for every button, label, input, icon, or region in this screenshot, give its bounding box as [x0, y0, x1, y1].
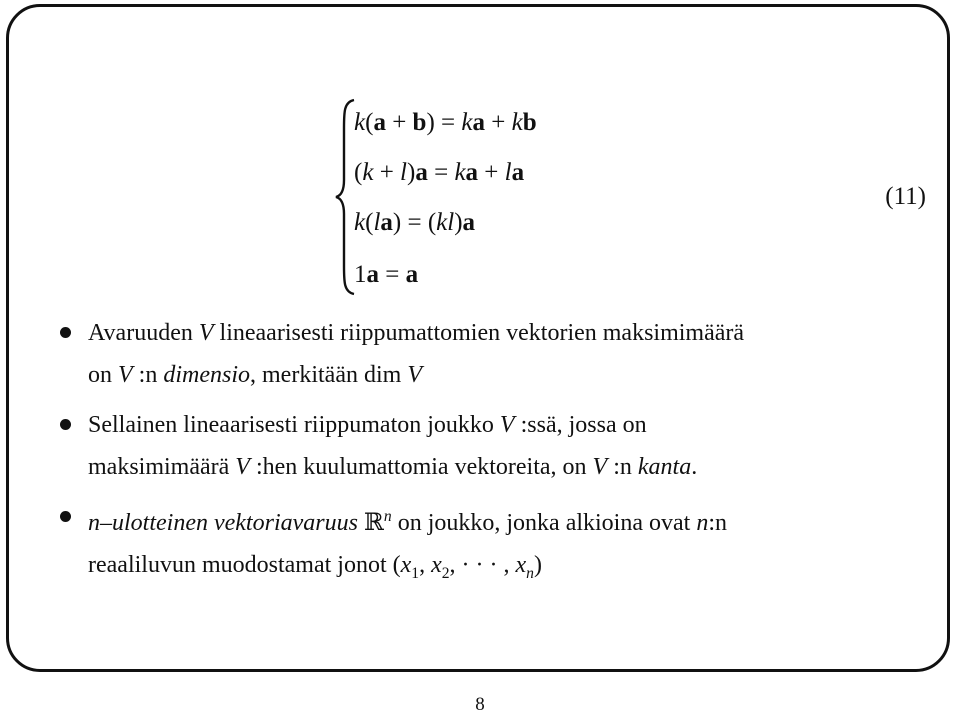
bullet-dot-icon	[60, 511, 71, 522]
bullet-item	[58, 312, 918, 396]
equation-line-2: (k + l)a = ka + la	[354, 159, 525, 186]
bullet-item	[58, 496, 918, 595]
bullet-list	[58, 312, 918, 595]
bullet-text-line: n–ulotteinen vektoriavaruus ℝ$^n$ on joukko, jonka alkioina ovat n:n	[88, 508, 727, 536]
bullet-dot-icon	[60, 327, 71, 338]
bullet-item	[58, 404, 918, 488]
page-number: 8	[475, 694, 485, 715]
bullet-text-line: Sellainen lineaarisesti riippumaton joukko V :ssä, jossa on	[88, 412, 647, 438]
equation-number: (11)	[885, 183, 926, 210]
bullet-text-line: reaaliluvun muodostamat jonot ($x_1$, $x_2$, · · · , $x_n$)	[88, 552, 542, 582]
bullet-dot-icon	[60, 419, 71, 430]
bullet-text-line: on V :n dimensio, merkitään dim V	[88, 362, 422, 388]
bullet-text-line: Avaruuden V lineaarisesti riippumattomien vektorien maksimimäärä	[88, 320, 745, 346]
equation-system	[334, 98, 634, 296]
equation-line-3: k(la) = (kl)a	[354, 209, 476, 236]
equation-line-1: k(a + b) = ka + kb	[354, 109, 537, 136]
equation-line-4: 1a = a	[354, 261, 419, 288]
left-brace	[334, 98, 356, 296]
bullet-text-line: maksimimäärä V :hen kuulumattomia vektoreita, on V :n kanta.	[88, 454, 698, 480]
